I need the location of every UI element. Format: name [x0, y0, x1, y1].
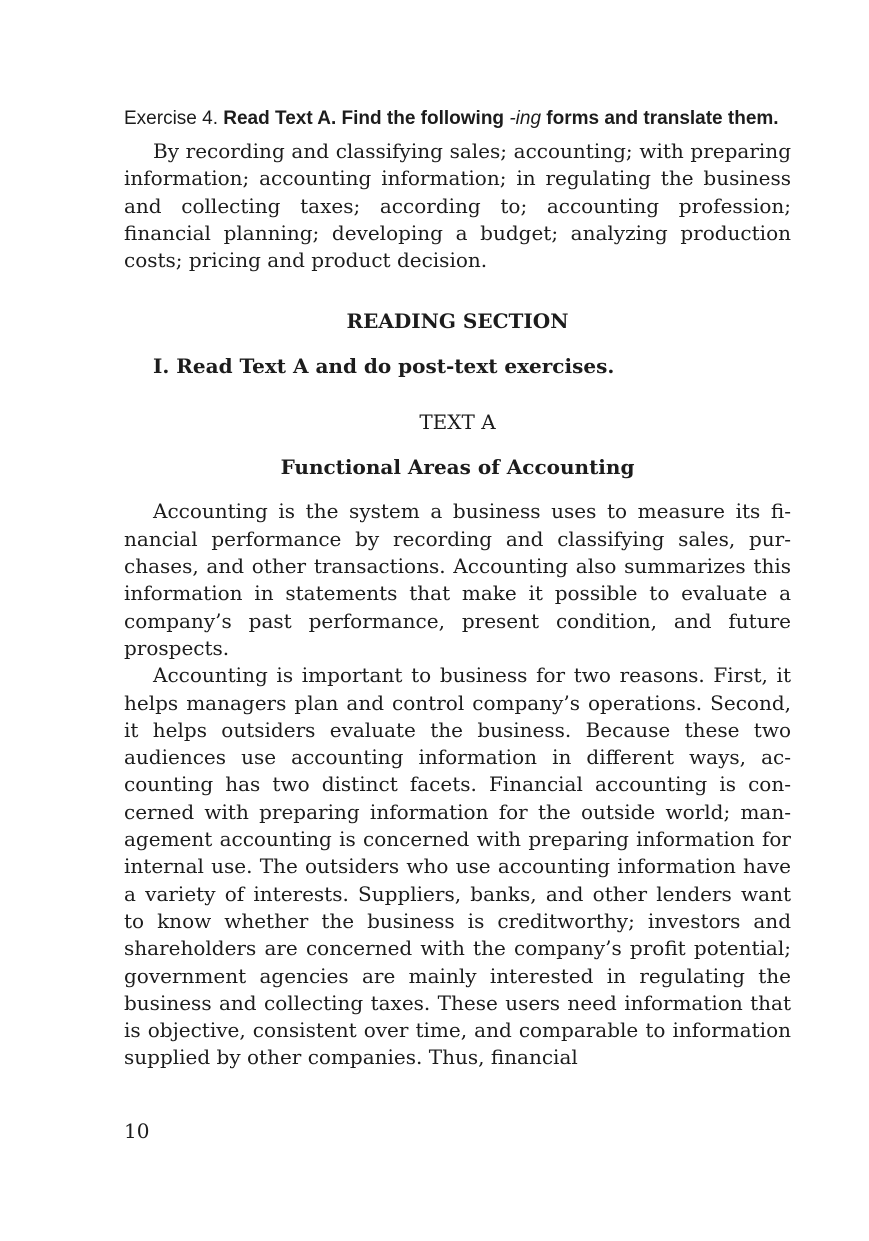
text-paragraph: Accounting is important to business for two reasons. First, it helps managers plan and control company’s operations. Second, it helps outsiders evaluate the business. Because these two audiences use accounting information in different ways, accounting has two distinct facets. Financial accounting is concerned with preparing information for the outside world; management accounting is concerned with preparing information for internal use. The outsiders who use accounting information have a variety of interests. Suppliers, banks, and other lenders want to know whether the business is creditworthy; investors and shareholders are concerned with the company’s profit potential; government agencies are mainly interested in regulating the business and collecting taxes. These users need information that is objective, consistent over time, and comparable to information supplied by other companies. Thus, financial: [124, 663, 791, 1070]
text-paragraph: Accounting is the system a business uses to measure its financial performance by recording and classifying sales, purchases, and other transactions. Accounting also summarizes this information in statements that make it possible to evaluate a company’s past performance, present condition, and future prospects.: [124, 499, 791, 660]
exercise-instruction-part1: Read Text A. Find the following: [223, 108, 505, 129]
section-instruction: I. Read Text A and do post-text exercises.: [153, 354, 615, 379]
text-title: Functional Areas of Accounting: [280, 455, 635, 480]
section-title: READING SECTION: [346, 309, 569, 334]
exercise-label: Exercise 4.: [124, 108, 218, 129]
exercise-instruction-part2: forms and translate them.: [546, 108, 779, 129]
text-label: TEXT A: [419, 410, 496, 435]
exercise-heading: [124, 106, 791, 132]
page-content: [124, 106, 791, 1072]
exercise-instruction-italic: -ing: [509, 108, 542, 129]
page-number: 10: [124, 1119, 150, 1143]
exercise-body: By recording and classifying sales; accounting; with preparing information; accounting information; in regulating the business and collecting taxes; according to; accounting profession; financial planning; developing a budget; analyzing production costs; pricing and product decision.: [124, 139, 791, 273]
